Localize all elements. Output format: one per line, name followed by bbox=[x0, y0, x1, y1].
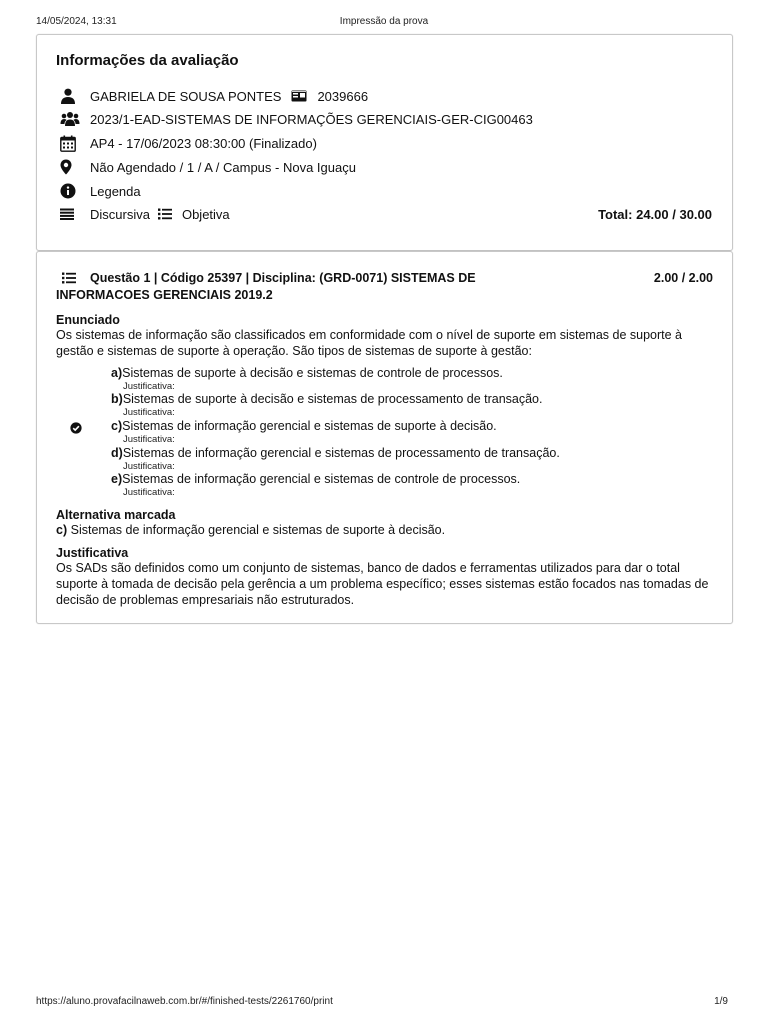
statement-label: Enunciado bbox=[56, 313, 120, 327]
option-b bbox=[111, 392, 542, 407]
legend-discursive: Discursiva bbox=[90, 206, 150, 222]
question-header bbox=[56, 271, 526, 303]
option-justification: Justificativa: bbox=[123, 407, 175, 418]
info-heading: Informações da avaliação bbox=[56, 52, 239, 69]
print-header bbox=[36, 16, 732, 30]
page-url[interactable]: https://aluno.provafacilnaweb.com.br/#/finished-tests/2261760/print bbox=[36, 996, 333, 1007]
list-icon bbox=[158, 208, 172, 220]
option-letter: d) bbox=[111, 446, 123, 460]
statement-text: Os sistemas de informação são classificados em conformidade com o nível de suporte em sistemas de suporte à gestão e sistemas de suporte à operação. São tipos de sistemas de suporte à gestão: bbox=[56, 328, 682, 358]
option-justification: Justificativa: bbox=[123, 487, 175, 498]
calendar-icon bbox=[60, 134, 82, 152]
location-info: Não Agendado / 1 / A / Campus - Nova Iguaçu bbox=[90, 159, 356, 175]
id-card-icon bbox=[291, 90, 307, 102]
course-row bbox=[60, 109, 712, 129]
selected-letter: c) bbox=[56, 523, 68, 537]
location-row bbox=[60, 157, 712, 177]
option-justification: Justificativa: bbox=[123, 461, 175, 472]
option-letter: b) bbox=[111, 392, 123, 406]
exam-info: AP4 - 17/06/2023 08:30:00 (Finalizado) bbox=[90, 135, 317, 151]
option-a bbox=[111, 366, 503, 381]
users-icon bbox=[60, 110, 82, 128]
option-text: Sistemas de suporte à decisão e sistemas de controle de processos. bbox=[122, 366, 503, 380]
question-score: 2.00 / 2.00 bbox=[653, 271, 713, 285]
align-justify-icon bbox=[60, 205, 82, 223]
justification-label: Justificativa bbox=[56, 546, 129, 560]
info-icon bbox=[60, 182, 82, 200]
legend-row bbox=[60, 181, 712, 201]
exam-row bbox=[60, 133, 712, 153]
selected-text: Sistemas de informação gerencial e sistemas de suporte à decisão. bbox=[70, 523, 446, 537]
legend-label: Legenda bbox=[90, 183, 141, 199]
map-marker-icon bbox=[60, 158, 82, 176]
page-number: 1/9 bbox=[714, 996, 728, 1007]
legend-items-row bbox=[60, 204, 712, 224]
option-c bbox=[111, 419, 497, 434]
legend-objective: Objetiva bbox=[181, 206, 230, 222]
question-title: Questão 1 | Código 25397 | Disciplina: (GRD-0071) SISTEMAS DE INFORMACOES GERENCIAIS 2019.2 bbox=[56, 271, 476, 302]
list-icon bbox=[62, 272, 76, 288]
option-d bbox=[111, 446, 560, 461]
print-footer bbox=[36, 996, 732, 1010]
print-datetime: 14/05/2024, 13:31 bbox=[36, 16, 117, 27]
question-card bbox=[36, 251, 733, 624]
student-name: GABRIELA DE SOUSA PONTES bbox=[90, 88, 282, 104]
option-justification: Justificativa: bbox=[123, 381, 175, 392]
option-e bbox=[111, 472, 520, 487]
course-name: 2023/1-EAD-SISTEMAS DE INFORMAÇÕES GERENCIAIS-GER-CIG00463 bbox=[90, 111, 533, 127]
check-circle-icon bbox=[70, 421, 82, 433]
print-title: Impressão da prova bbox=[339, 16, 429, 27]
justification-text: Os SADs são definidos como um conjunto de sistemas, banco de dados e ferramentas utilizados para dar o total suporte à tomada de decisão pela gerência a um problema específico; esses sistemas estão focados nas tomadas de decisão de problemas empresariais não estruturados. bbox=[56, 561, 709, 607]
evaluation-info-card bbox=[36, 34, 733, 251]
student-row bbox=[60, 86, 712, 106]
user-icon bbox=[60, 87, 82, 105]
selected-label: Alternativa marcada bbox=[56, 508, 176, 522]
option-letter: c) bbox=[111, 419, 123, 433]
option-text: Sistemas de informação gerencial e sistemas de suporte à decisão. bbox=[122, 419, 497, 433]
option-text: Sistemas de suporte à decisão e sistemas de processamento de transação. bbox=[122, 392, 543, 406]
option-letter: e) bbox=[111, 472, 123, 486]
total-score: Total: 24.00 / 30.00 bbox=[598, 206, 712, 222]
selected-answer bbox=[56, 522, 714, 538]
student-id: 2039666 bbox=[317, 88, 369, 104]
option-text: Sistemas de informação gerencial e sistemas de controle de processos. bbox=[122, 472, 521, 486]
option-letter: a) bbox=[111, 366, 123, 380]
option-text: Sistemas de informação gerencial e sistemas de processamento de transação. bbox=[122, 446, 560, 460]
option-justification: Justificativa: bbox=[123, 434, 175, 445]
